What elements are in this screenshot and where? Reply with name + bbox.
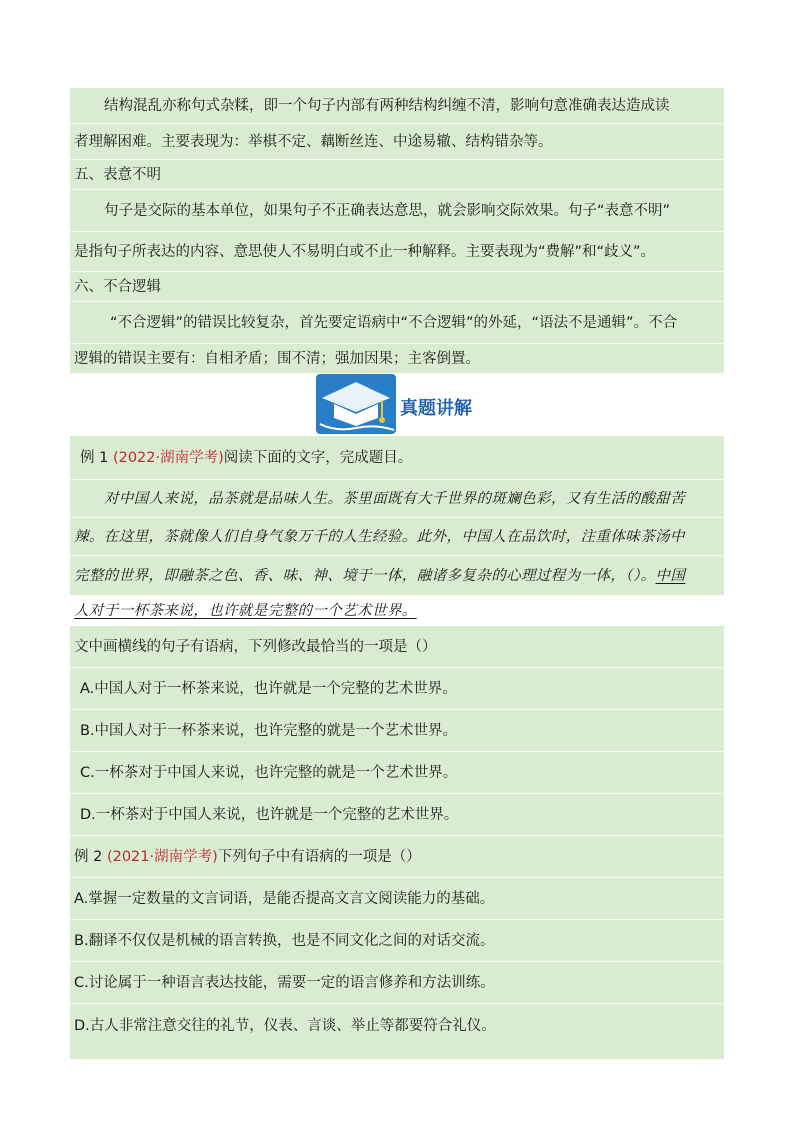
paragraph-line [70,232,724,272]
text-line: 是指句子所表达的内容、意思使人不易明白或不止一种解释。主要表现为“费解”和“歧义”。 [74,243,656,260]
passage-line [70,596,724,626]
question-text: 文中画横线的句子有语病，下列修改最恰当的一项是（） [74,638,437,655]
underlined-sentence: 中国 [655,567,686,584]
question-text: 下列句子中有语病的一项是（） [217,848,421,865]
example-2-title [74,847,421,867]
paragraph-line [70,124,724,160]
passage-line [70,556,724,596]
banner-title: 真题讲解 [400,398,472,419]
passage-text: 辣。在这里，茶就像人们自身气象万千的人生经验。此外，中国人在品饮时，注重体味茶汤中 [74,528,685,545]
option-text: B.中国人对于一杯茶来说，也许完整的就是一个艺术世界。 [80,722,458,739]
option-b[interactable] [70,710,724,752]
option-text: D.古人非常注意交往的礼节，仪表、言谈、举止等都要符合礼仪。 [74,1018,496,1034]
option-a[interactable] [70,878,724,920]
option-text: A.中国人对于一杯茶来说，也许就是一个完整的艺术世界。 [80,680,457,697]
heading-text: 六、不合逻辑 [74,278,161,295]
paragraph-line [70,88,724,124]
option-text: C.一杯茶对于中国人来说，也许完整的就是一个艺术世界。 [80,764,458,781]
option-c[interactable] [70,752,724,794]
section-heading [70,272,724,302]
text-line: “不合逻辑”的错误比较复杂，首先要定语病中“不合逻辑”的外延，“语法不是通辑”。不合 [110,314,678,331]
section-heading [70,160,724,190]
option-b[interactable] [70,920,724,962]
heading-text: 五、表意不明 [74,166,161,183]
option-c[interactable] [70,962,724,1004]
section-banner [70,374,724,436]
paragraph-line [70,302,724,344]
example-header [70,436,724,480]
option-text: D.一杯茶对于中国人来说，也许就是一个完整的艺术世界。 [80,806,459,823]
option-d[interactable] [70,1004,724,1060]
underlined-sentence: 人对于一杯茶来说，也许就是完整的一个艺术世界。 [74,603,417,619]
passage-text: 对中国人来说，品茶就是品味人生。茶里面既有大千世界的斑斓色彩，又有生活的酸甜苦 [104,490,686,507]
example-intro: 阅读下面的文字，完成题目。 [223,449,413,466]
option-d[interactable] [70,794,724,836]
source-tag: (2022·湖南学考) [112,449,224,466]
question-line [70,626,724,668]
text-line: 逻辑的错误主要有：自相矛盾；围不清；强加因果；主客倒置。 [74,350,480,367]
example-1-title [80,448,412,468]
example-label: 例 2 [74,848,107,865]
passage-line [70,480,724,518]
option-a[interactable] [70,668,724,710]
source-tag: (2021·湖南学考) [106,848,218,865]
text-line: 句子是交际的基本单位，如果句子不正确表达意思，就会影响交际效果。句子“表意不明” [104,202,671,219]
option-text: C.讨论属于一种语言表达技能，需要一定的语言修养和方法训练。 [74,974,495,991]
passage-text: 完整的世界，即融茶之色、香、味、神、境于一体，融诸多复杂的心理过程为一体，（）。 [74,567,656,584]
text-line: 结构混乱亦称句式杂糅，即一个句子内部有两种结构纠缠不清，影响句意准确表达造成读 [104,97,670,114]
example-label: 例 1 [80,449,113,466]
text-line: 者理解困难。主要表现为：举棋不定、藕断丝连、中途易辙、结构错杂等。 [74,133,553,150]
option-text: B.翻译不仅仅是机械的语言转换，也是不同文化之间的对话交流。 [74,932,495,949]
graduation-cap-icon [316,374,396,434]
document-page [70,88,724,1060]
paragraph-line [70,344,724,374]
passage-text-with-underline [74,566,685,586]
paragraph-line [70,190,724,232]
option-text: A.掌握一定数量的文言词语，是能否提高文言文阅读能力的基础。 [74,890,495,907]
passage-line [70,518,724,556]
example-header [70,836,724,878]
